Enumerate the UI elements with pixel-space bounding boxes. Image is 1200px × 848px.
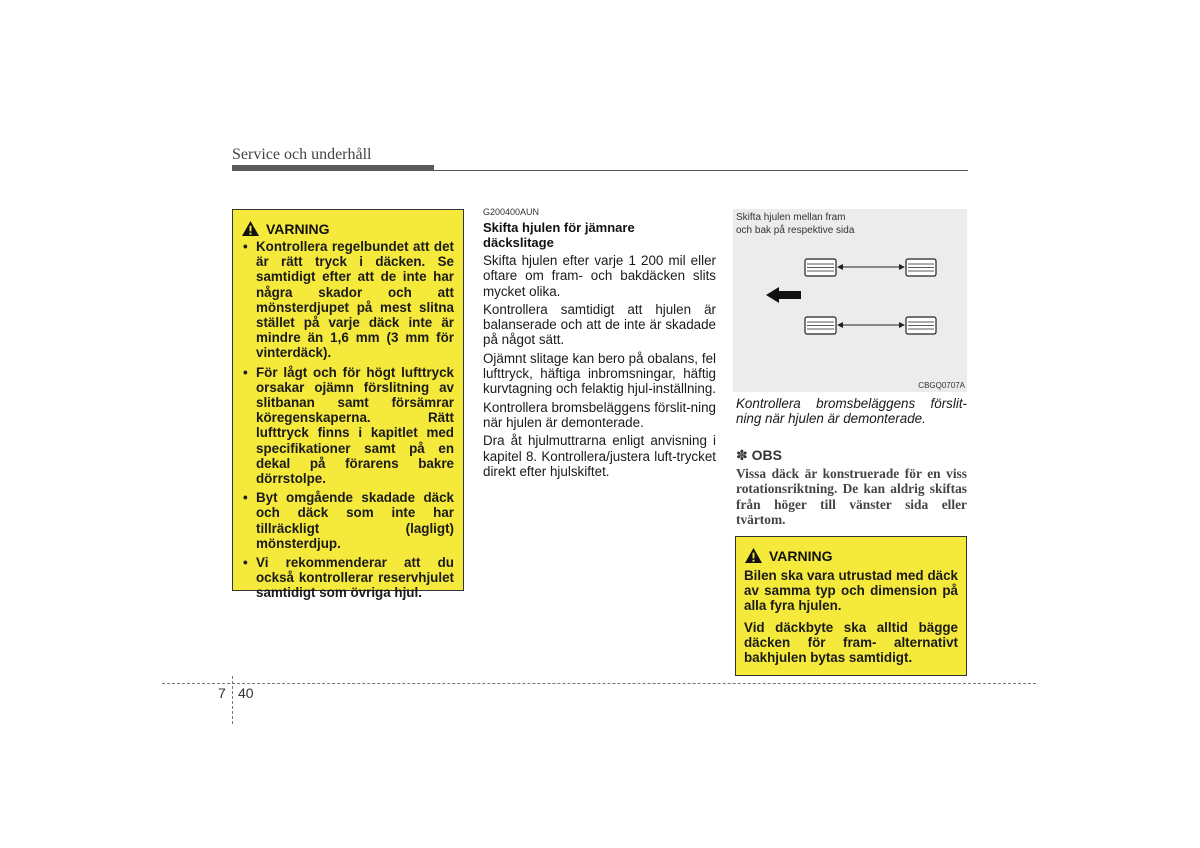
warning-item: • Byt omgående skadade däck och däck som inte har tillräckligt (lagligt) mönsterdjup. [243, 490, 454, 551]
section-title [483, 220, 716, 250]
warning-item: • För lågt och för högt lufttryck orsakar ojämn förslitning av slitbanan samt försämrar köregenskaperna. Rätt lufttryck finns i kapitlet med specifikationer samt på en dekal på förarens bakre dörrstolpe. [243, 364, 454, 487]
header-rule [434, 170, 968, 171]
rotation-diagram [733, 209, 967, 392]
figure-italic-caption: Kontrollera bromsbeläggens förslit-ning när hjulen är demonterade. [736, 396, 967, 427]
footer-vertical-rule [232, 676, 233, 724]
warning-item-text: Kontrollera regelbundet att det är rätt tryck i däcken. Se samtidigt efter att de inte har några skador och att mönsterdjupet på mest slitna stället på varje däck inte är mindre än 1,6 mm (3 mm för vinterdäck). [256, 239, 454, 361]
swap-arrow-bottom [837, 322, 905, 328]
section-body [483, 253, 716, 479]
warning-item-text: För lågt och för högt lufttryck orsakar ojämn förslitning av slitbanan samt försämrar köregenskaperna. Rätt lufttryck finns i kapitlet med specifikationer samt på en dekal på förarens bakre dörrstolpe. [256, 364, 454, 487]
warning-triangle-icon [241, 220, 260, 237]
figure-caption-line: och bak på respektive sida [736, 225, 855, 236]
swap-arrow-top [837, 264, 905, 270]
page-header-title: Service och underhåll [232, 146, 372, 163]
page-number: 40 [238, 685, 254, 701]
direction-arrow-icon [766, 287, 801, 303]
warning-item-text: Byt omgående skadade däck och däck som inte har tillräckligt (lagligt) mönsterdjup. [256, 490, 454, 551]
obs-title [736, 447, 967, 464]
obs-title-label: OBS [751, 447, 782, 463]
warning-paragraph: Bilen ska vara utrustad med däck av samma typ och dimension på alla fyra hjulen. [744, 568, 958, 614]
section-title-line: Skifta hjulen för jämnare [483, 220, 635, 235]
tire-rotation-figure [733, 209, 967, 392]
header-bar [232, 165, 434, 171]
section-code: G200400AUN [483, 207, 540, 217]
paragraph: Kontrollera samtidigt att hjulen är balanserade och att de inte är skadade på något sätt. [483, 301, 716, 348]
warning-item-text: Vi rekommenderar att du också kontrollerar reservhjulet samtidigt som övriga hjul. [256, 555, 454, 601]
paragraph: Dra åt hjulmuttrarna enligt anvisning i kapitel 8. Kontrollera/justera luft-trycket direkt efter hjulskiftet. [483, 433, 716, 479]
warning-item: • Vi rekommenderar att du också kontrollerar reservhjulet samtidigt som övriga hjul. [243, 555, 454, 601]
obs-text: Vissa däck är konstruerade för en viss rotationsriktning. De kan aldrig skiftas från höger till vänster sida eller tvärtom. [736, 466, 967, 527]
warning-box-left [232, 209, 464, 601]
footer-dashed-rule [162, 683, 1036, 684]
tire-rear-right [906, 317, 936, 334]
warning-title-label: VARNING [769, 547, 833, 564]
tire-front-left [805, 259, 836, 276]
paragraph: Skifta hjulen efter varje 1 200 mil eller oftare om fram- och bakdäcken slits mycket olika. [483, 253, 716, 299]
asterisk-icon: ✽ [736, 447, 748, 463]
warning-title [744, 547, 958, 564]
figure-code: CBGQ0707A [918, 381, 965, 390]
tire-front-right [805, 317, 836, 334]
warning-title-label: VARNING [266, 220, 330, 237]
figure-caption-line: Skifta hjulen mellan fram [736, 212, 846, 223]
warning-box-right [735, 536, 967, 676]
warning-item: • Kontrollera regelbundet att det är rätt tryck i däcken. Se samtidigt efter att de inte har några skador och att mönsterdjupet på mest slitna stället på varje däck inte är mindre än 1,6 mm (3 mm för vinterdäck). [243, 239, 454, 361]
middle-column [483, 207, 716, 482]
warning-paragraph: Vid däckbyte ska alltid bägge däcken för fram- alternativt bakhjulen bytas samtidigt. [744, 619, 958, 666]
warning-triangle-icon [744, 547, 763, 564]
section-title-line: däckslitage [483, 235, 554, 250]
tire-rear-left [906, 259, 936, 276]
obs-note [736, 447, 967, 527]
paragraph: Kontrollera bromsbeläggens förslit-ning när hjulen är demonterade. [483, 399, 716, 430]
warning-title [241, 220, 454, 237]
chapter-number: 7 [218, 685, 226, 701]
warning-list [241, 239, 454, 601]
paragraph: Ojämnt slitage kan bero på obalans, fel lufttryck, häftiga inbromsningar, häftig kurvtagning och felaktig hjul-inställning. [483, 350, 716, 397]
